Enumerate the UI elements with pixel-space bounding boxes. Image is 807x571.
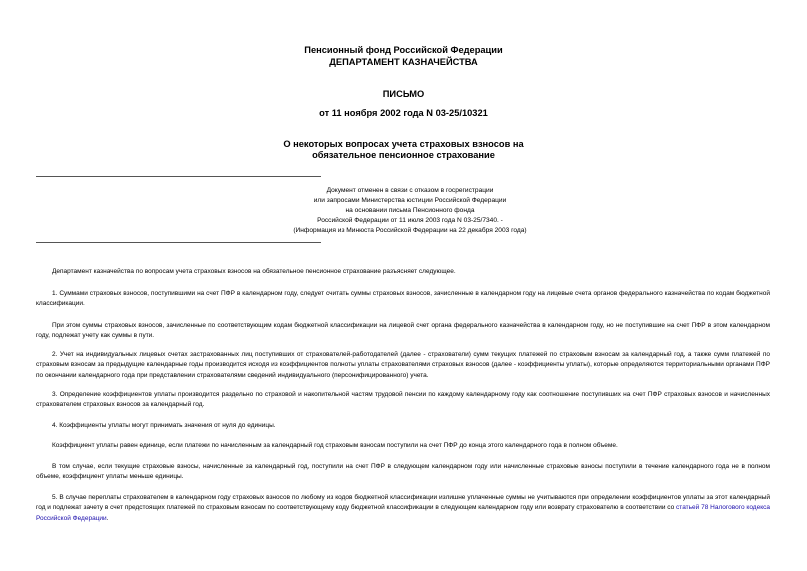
paragraph-5-end: . xyxy=(106,514,109,522)
cancellation-note-line-3: на основании письма Пенсионного фонда xyxy=(345,207,475,214)
cancellation-note-line-4: Российской Федерации от 11 июля 2003 года N 03-25/7340. - xyxy=(317,217,503,224)
department-name: ДЕПАРТАМЕНТ КАЗНАЧЕЙСТВА xyxy=(329,57,478,67)
document-date: от 11 ноября 2002 года N 03-25/10321 xyxy=(319,108,488,118)
paragraph-3: 3. Определение коэффициентов уплаты производится раздельно по страховой и накопительной частям трудовой пенсии по каждому календарному году как соотношение поступивших на счет ПФР страховых взносов и начисленных страхователем страховых взносов за календарный год. xyxy=(36,391,770,409)
paragraph-4b: Коэффициент уплаты равен единице, если платежи по начисленным за календарный год страховым взносам поступили на счет ПФР до конца этого календарного года в полном объеме. xyxy=(52,442,618,449)
paragraph-4: 4. Коэффициенты уплаты могут принимать значения от нуля до единицы. xyxy=(52,422,276,429)
paragraph-5 xyxy=(36,493,770,524)
organization-name: Пенсионный фонд Российской Федерации xyxy=(304,45,503,55)
document-title-line-2: обязательное пенсионное страхование xyxy=(312,150,495,160)
cancellation-note-line-1: Документ отменен в связи с отказом в госрегистрации xyxy=(326,187,494,194)
paragraph-1b: При этом суммы страховых взносов, зачисленные по соответствующим кодам бюджетной классификации на лицевой счет органа федерального казначейства в календарном году, но не поступившие на счет ПФР в этом календарном году, подлежат учету как суммы в пути. xyxy=(36,322,770,340)
cancellation-note-line-5: (Информация из Минюста Российской Федерации на 22 декабря 2003 года) xyxy=(293,227,527,234)
document-type: ПИСЬМО xyxy=(382,89,425,99)
paragraph-2: 2. Учет на индивидуальных лицевых счетах застрахованных лиц поступивших от страхователей-работодателей (далее - страхователи) сумм текущих платежей по страховым взносам за календарный год, а также сумм платежей по страховым взносам за предыдущие календарные годы производится исходя из коэффициентов полноты уплаты страхователями страховых взносов (далее - коэффициенты уплаты), которые определяются территориальными органами ПФР по окончании календарного года при представлении страхователями сведений индивидуального (персонифицированного) учета. xyxy=(36,351,770,379)
paragraph-5-text: 5. В случае переплаты страхователем в календарном году страховых взносов по любому из кодов бюджетной классификации излишне уплаченные суммы не учитываются при определении коэффициентов уплаты за этот календарный год и подлежат зачету в счет предстоящих платежей по страховым взносам по соответствующему коду бюджетной классификации в следующем календарном году или возврату страхователю в соответствии со xyxy=(36,494,770,512)
tax-code-article-78-link[interactable]: статьей 78 Налогового кодекса Российской Федерации xyxy=(36,504,770,522)
paragraph-4c: В том случае, если текущие страховые взносы, начисленные за календарный год, поступили на счет ПФР в следующем календарном году или начисленные страховые взносы поступили в течение календарного года не в полном объеме, коэффициент уплаты меньше единицы. xyxy=(36,463,770,481)
document-title-line-1: О некоторых вопросах учета страховых взносов на xyxy=(283,139,524,149)
cancellation-note xyxy=(220,186,600,236)
cancellation-note-line-2: или запросами Министерства юстиции Российской Федерации xyxy=(313,197,507,204)
paragraph-1: 1. Суммами страховых взносов, поступившими на счет ПФР в календарном году, следует считать суммы страховых взносов, зачисленные в календарном году на лицевые счета органов федерального казначейства по кодам бюджетной классификации. xyxy=(36,290,770,308)
bottom-divider xyxy=(36,242,321,243)
intro-paragraph: Департамент казначейства по вопросам учета страховых взносов на обязательное пенсионное страхование разъясняет следующее. xyxy=(52,268,456,275)
top-divider xyxy=(36,176,321,177)
